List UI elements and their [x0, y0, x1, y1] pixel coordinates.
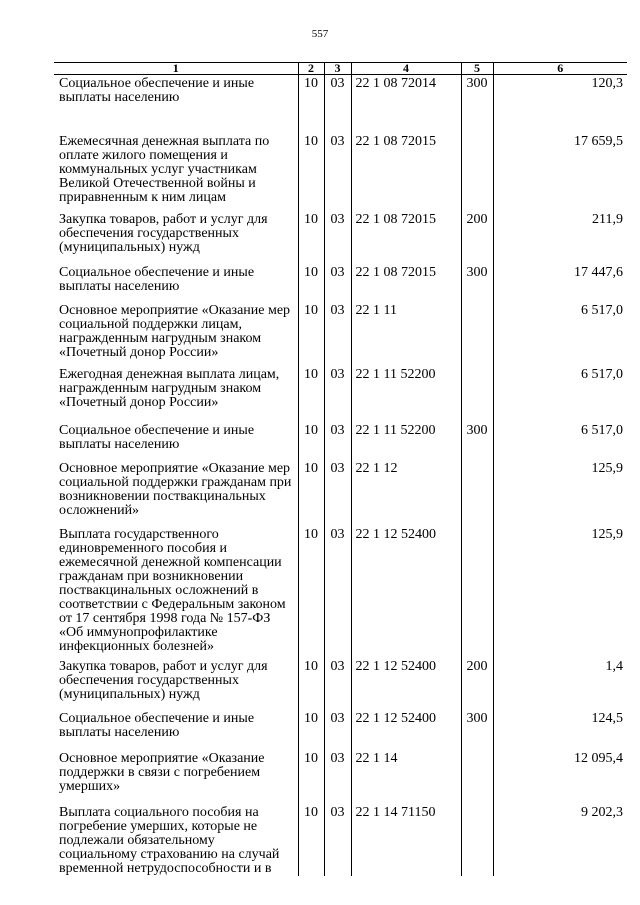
cell-subsection: 03 — [324, 302, 351, 366]
cell-target: 22 1 08 72015 — [351, 133, 461, 211]
cell-subsection: 03 — [324, 366, 351, 422]
col-header-amount: 6 — [493, 63, 627, 75]
cell-target: 22 1 12 52400 — [351, 526, 461, 658]
table-row — [54, 460, 627, 526]
cell-amount: 9 202,3 — [493, 804, 627, 876]
table-row — [54, 658, 627, 710]
cell-section: 10 — [298, 658, 324, 710]
cell-section: 10 — [298, 211, 324, 264]
cell-name: Выплата социального пособия на погребение умерших, которые не подлежали обязательному социальному страхованию на случай временной нетрудоспособности и в — [59, 804, 280, 876]
table-row — [54, 804, 627, 876]
cell-expense-type: 200 — [461, 211, 493, 264]
budget-table — [54, 62, 627, 876]
cell-subsection: 03 — [324, 526, 351, 658]
cell-expense-type: 300 — [461, 710, 493, 750]
cell-section: 10 — [298, 804, 324, 876]
cell-section: 10 — [298, 75, 324, 133]
cell-amount: 12 095,4 — [493, 750, 627, 804]
cell-target: 22 1 12 52400 — [351, 658, 461, 710]
cell-amount: 6 517,0 — [493, 302, 627, 366]
page-number: 557 — [311, 28, 329, 40]
cell-name: Социальное обеспечение и иные выплаты населению — [59, 710, 255, 740]
table-row — [54, 133, 627, 211]
cell-target: 22 1 08 72015 — [351, 211, 461, 264]
table-row — [54, 264, 627, 302]
cell-expense-type — [461, 460, 493, 526]
cell-expense-type: 300 — [461, 264, 493, 302]
cell-expense-type: 300 — [461, 75, 493, 133]
cell-name: Основное мероприятие «Оказание поддержки в связи с погребением умерших» — [59, 750, 265, 794]
cell-amount: 211,9 — [493, 211, 627, 264]
cell-name: Социальное обеспечение и иные выплаты населению — [59, 422, 255, 452]
cell-section: 10 — [298, 526, 324, 658]
cell-section: 10 — [298, 750, 324, 804]
cell-subsection: 03 — [324, 75, 351, 133]
cell-subsection: 03 — [324, 133, 351, 211]
cell-target: 22 1 08 72015 — [351, 264, 461, 302]
cell-name: Основное мероприятие «Оказание мер социальной поддержки лицам, награжденным нагрудным знаком «Почетный донор России» — [59, 302, 291, 360]
cell-subsection: 03 — [324, 710, 351, 750]
col-header-section: 2 — [298, 63, 324, 75]
cell-name: Социальное обеспечение и иные выплаты населению — [59, 76, 255, 105]
table-row — [54, 75, 627, 133]
cell-expense-type — [461, 750, 493, 804]
col-header-subsection: 3 — [324, 63, 351, 75]
cell-name: Социальное обеспечение и иные выплаты населению — [59, 264, 255, 294]
cell-name: Закупка товаров, работ и услуг для обеспечения государственных (муниципальных) нужд — [59, 658, 268, 702]
cell-target: 22 1 14 — [351, 750, 461, 804]
cell-section: 10 — [298, 460, 324, 526]
col-header-name: 1 — [54, 63, 298, 75]
cell-expense-type — [461, 133, 493, 211]
cell-amount: 125,9 — [493, 460, 627, 526]
cell-section: 10 — [298, 422, 324, 460]
cell-expense-type — [461, 526, 493, 658]
cell-expense-type — [461, 366, 493, 422]
cell-target: 22 1 11 52200 — [351, 366, 461, 422]
header-row — [54, 63, 627, 75]
cell-name: Основное мероприятие «Оказание мер социальной поддержки гражданам при возникновении поствакцинальных осложнений» — [59, 460, 292, 518]
cell-section: 10 — [298, 302, 324, 366]
cell-name: Ежегодная денежная выплата лицам, награжденным нагрудным знаком «Почетный донор России» — [59, 366, 280, 410]
cell-subsection: 03 — [324, 750, 351, 804]
table-row — [54, 526, 627, 658]
cell-expense-type: 300 — [461, 422, 493, 460]
cell-amount: 124,5 — [493, 710, 627, 750]
col-header-target: 4 — [351, 63, 461, 75]
table-row — [54, 366, 627, 422]
cell-amount: 120,3 — [493, 75, 627, 133]
cell-subsection: 03 — [324, 460, 351, 526]
cell-target: 22 1 12 52400 — [351, 710, 461, 750]
cell-subsection: 03 — [324, 211, 351, 264]
table-row — [54, 302, 627, 366]
cell-target: 22 1 14 71150 — [351, 804, 461, 876]
cell-amount: 125,9 — [493, 526, 627, 658]
cell-expense-type: 200 — [461, 658, 493, 710]
table-row — [54, 710, 627, 750]
cell-amount: 1,4 — [493, 658, 627, 710]
cell-amount: 17 659,5 — [493, 133, 627, 211]
cell-name: Ежемесячная денежная выплата по оплате жилого помещения и коммунальных услуг участникам Великой Отечественной войны и приравненным к ним лицам — [59, 133, 270, 205]
cell-section: 10 — [298, 710, 324, 750]
cell-expense-type — [461, 804, 493, 876]
cell-target: 22 1 11 52200 — [351, 422, 461, 460]
cell-subsection: 03 — [324, 804, 351, 876]
cell-section: 10 — [298, 133, 324, 211]
table-row — [54, 211, 627, 264]
table-row — [54, 422, 627, 460]
cell-amount: 17 447,6 — [493, 264, 627, 302]
cell-section: 10 — [298, 264, 324, 302]
table-row — [54, 750, 627, 804]
cell-target: 22 1 12 — [351, 460, 461, 526]
cell-subsection: 03 — [324, 658, 351, 710]
cell-subsection: 03 — [324, 264, 351, 302]
cell-name: Выплата государственного единовременного пособия и ежемесячной денежной компенсации гражданам при возникновении поствакцинальных осложнений в соответствии с Федеральным законом от 17 сентября 1998 года № 157-ФЗ «Об иммунопрофилактике инфекционных болезней» — [59, 526, 286, 654]
cell-amount: 6 517,0 — [493, 422, 627, 460]
col-header-expense-type: 5 — [461, 63, 493, 75]
cell-target: 22 1 11 — [351, 302, 461, 366]
cell-amount: 6 517,0 — [493, 366, 627, 422]
cell-subsection: 03 — [324, 422, 351, 460]
cell-section: 10 — [298, 366, 324, 422]
cell-name: Закупка товаров, работ и услуг для обеспечения государственных (муниципальных) нужд — [59, 211, 268, 255]
cell-target: 22 1 08 72014 — [351, 75, 461, 133]
cell-expense-type — [461, 302, 493, 366]
